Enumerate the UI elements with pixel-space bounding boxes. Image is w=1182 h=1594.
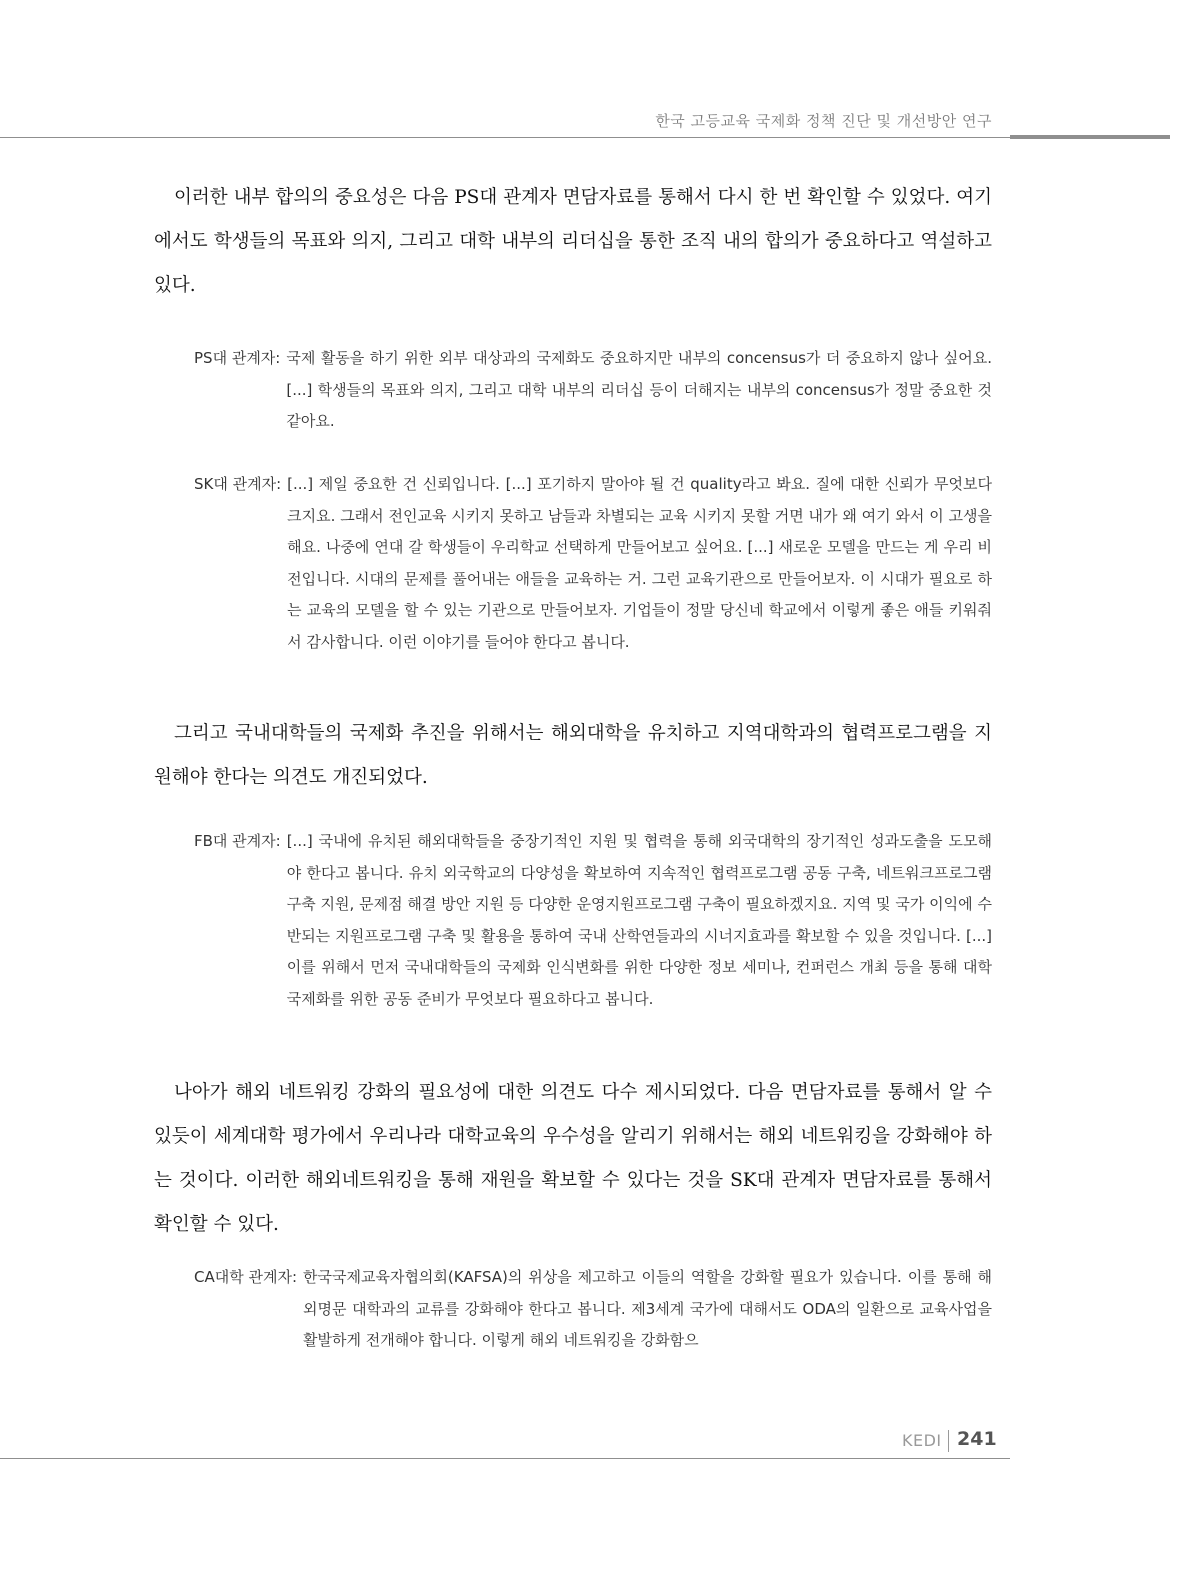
footer-rule [0, 1458, 1010, 1459]
quote-speaker: CA대학 관계자: [194, 1268, 298, 1286]
quote-text: [...] 제일 중요한 건 신뢰입니다. [...] 포기하지 말아야 될 건 quality라고 봐요. 질에 대한 신뢰가 무엇보다 크지요. 그래서 전인교육 시키지 못하고 남들과 차별되는 교육 시키지 못할 거면 내가 왜 여기 와서 이 고생을 해요. 나중에 연대 갈 학생들이 우리학교 선택하게 만들어보고 싶어요. [...] 새로운 모델을 만드는 게 우리 비전입니다. 시대의 문제를 풀어내는 애들을 교육하는 거. 그런 교육기관으로 만들어보자. 이 시대가 필요로 하는 교육의 모델을 할 수 있는 기관으로 만들어보자. 기업들이 정말 당신네 학교에서 이렇게 좋은 애들 키워줘서 감사합니다. 이런 이야기를 들어야 한다고 봅니다. [287, 475, 992, 651]
footer-divider [948, 1430, 949, 1452]
body-paragraph-3: 나아가 해외 네트워킹 강화의 필요성에 대한 의견도 다수 제시되었다. 다음 면담자료를 통해서 알 수 있듯이 세계대학 평가에서 우리나라 대학교육의 우수성을 알리기 위해서는 해외 네트워킹을 강화해야 하는 것이다. 이러한 해외네트워킹을 통해 재원을 확보할 수 있다는 것을 SK대 관계자 면담자료를 통해서 확인할 수 있다. [154, 1082, 992, 1235]
interview-quote-fb [194, 826, 992, 1015]
page-number: 241 [957, 1428, 997, 1450]
quote-speaker: FB대 관계자: [194, 832, 281, 850]
header-rule-accent [1010, 135, 1170, 139]
quote-speaker: SK대 관계자: [194, 475, 282, 493]
body-paragraph-2: 그리고 국내대학들의 국제화 추진을 위해서는 해외대학을 유치하고 지역대학과의 협력프로그램을 지원해야 한다는 의견도 개진되었다. [154, 723, 992, 788]
body-paragraph-1: 이러한 내부 합의의 중요성은 다음 PS대 관계자 면담자료를 통해서 다시 한 번 확인할 수 있었다. 여기에서도 학생들의 목표와 의지, 그리고 대학 내부의 리더십을 통한 조직 내의 합의가 중요하다고 역설하고 있다. [154, 187, 992, 296]
interview-quote-ca [194, 1262, 992, 1357]
quote-text: 한국국제교육자협의회(KAFSA)의 위상을 제고하고 이들의 역할을 강화할 필요가 있습니다. 이를 통해 해외명문 대학과의 교류를 강화해야 한다고 봅니다. 제3세계 국가에 대해서도 ODA의 일환으로 교육사업을 활발하게 전개해야 합니다. 이렇게 해외 네트워킹을 강화함으 [303, 1268, 992, 1349]
quote-text: 국제 활동을 하기 위한 외부 대상과의 국제화도 중요하지만 내부의 concensus가 더 중요하지 않나 싶어요. [...] 학생들의 목표와 의지, 그리고 대학 내부의 리더십 등이 더해지는 내부의 concensus가 정말 중요한 것 같아요. [286, 349, 992, 430]
quote-speaker: PS대 관계자: [194, 349, 281, 367]
interview-quote-sk [194, 469, 992, 658]
quote-text: [...] 국내에 유치된 해외대학들을 중장기적인 지원 및 협력을 통해 외국대학의 장기적인 성과도출을 도모해야 한다고 봅니다. 유치 외국학교의 다양성을 확보하여 지속적인 협력프로그램 공동 구축, 네트워크프로그램 구축 지원, 문제점 해결 방안 지원 등 다양한 운영지원프로그램 구축이 필요하겠지요. 지역 및 국가 이익에 수반되는 지원프로그램 구축 및 활용을 통하여 국내 산학연들과의 시너지효과를 확보할 수 있을 것입니다. [...] 이를 위해서 먼저 국내대학들의 국제화 인식변화를 위한 다양한 정보 세미나, 컨퍼런스 개최 등을 통해 대학국제화를 위한 공동 준비가 무엇보다 필요하다고 봅니다. [286, 832, 992, 1008]
interview-quote-ps [194, 343, 992, 438]
footer-publisher: KEDI [902, 1431, 942, 1450]
header-rule [0, 137, 1010, 138]
running-header: 한국 고등교육 국제화 정책 진단 및 개선방안 연구 [655, 112, 992, 130]
